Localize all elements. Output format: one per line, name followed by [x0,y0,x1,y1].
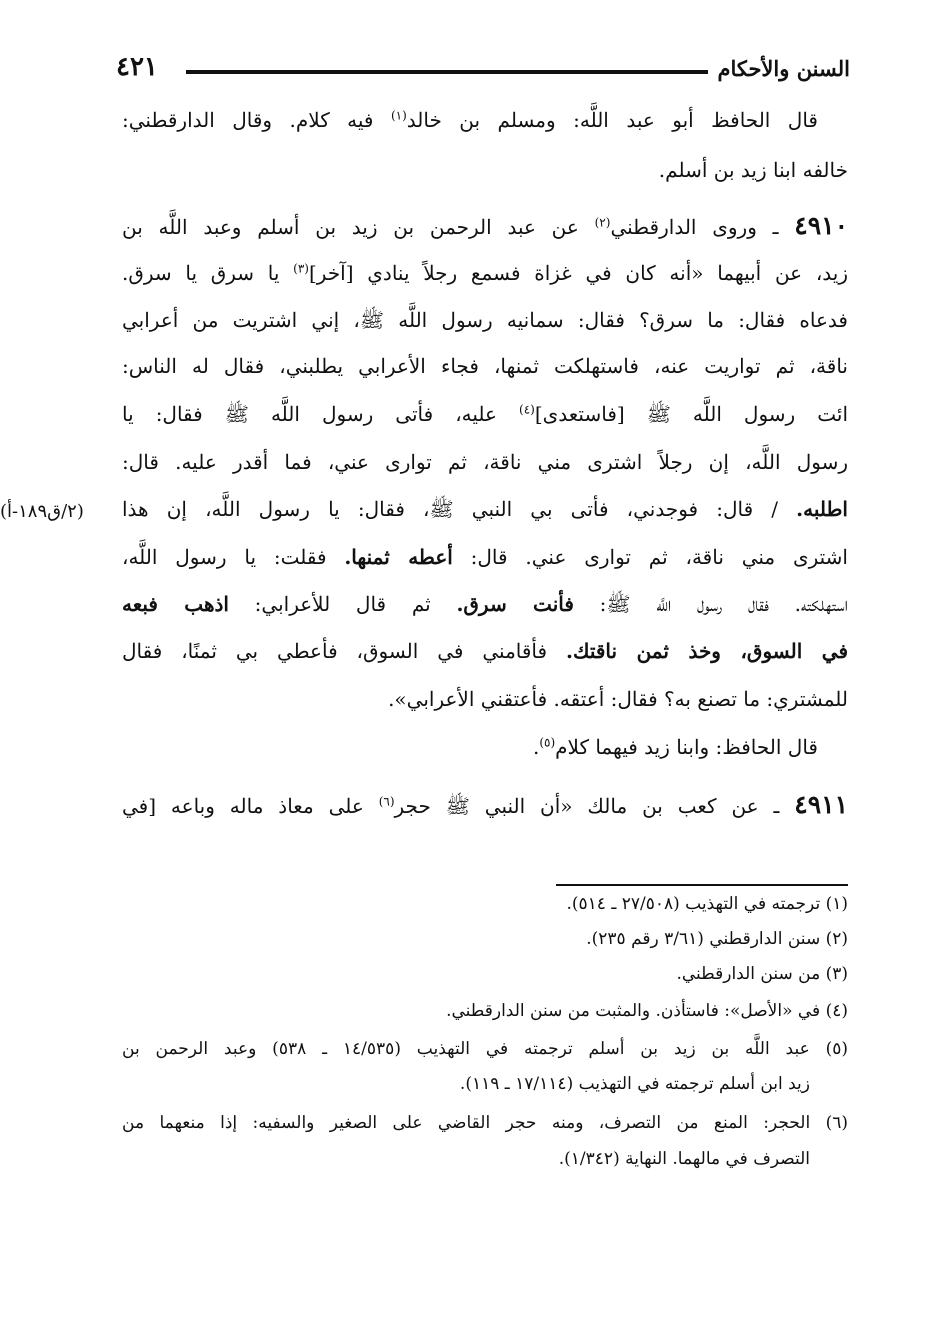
footnote-ref-5[interactable]: (٥) [539,735,556,750]
footnote-6-continuation: التصرف في مالهما. النهاية (١/٣٤٢). [558,1149,810,1169]
entry-number: ٤٩١١ [794,790,848,819]
text-line-13: للمشتري: ما تصنع به؟ فقال: أعتقه. فأعتقني الأعرابي». [388,687,848,711]
footnote-ref-2[interactable]: (٢) [594,215,611,230]
footnote-ref-4[interactable]: (٤) [519,402,535,417]
header-rule [186,70,708,74]
text-line-14: قال الحافظ: وابنا زيد فيهما كلام$^{(٥)}$. [532,735,818,759]
footnote-3: (٣) من سنن الدارقطني. [676,964,848,984]
footnote-1: (١) ترجمته في التهذيب (٢٧/٥٠٨ ـ ٥١٤). [566,894,848,914]
footnote-2: (٢) سنن الدارقطني (٣/٦١ رقم ٢٣٥). [586,929,848,949]
entry-number: ٤٩١٠ [794,211,848,240]
footnote-ref-3[interactable]: (٣) [293,261,309,276]
entry-4911-first-line: ٤٩١١ ـ عن كعب بن مالك «أن النبي ﷺ حجر$^{(٦)}$ على معاذ ماله وباعه [في [122,790,848,819]
running-title: السنن والأحكام [717,56,850,81]
footnote-ref-1[interactable]: (١) [390,108,407,123]
text-line-8: رسول اللَّه، إن رجلاً اشترى مني ناقة، ثم توارى عني، فما أقدر عليه. قال: [122,450,848,474]
manuscript-folio-marker: (٢/ق١٨٩-أ) [0,501,84,522]
text-line-7: ائت رسول اللَّه ﷺ [فاستعدى]$^{(٤)}$ عليه، فأتى رسول اللَّه ﷺ فقال: يا [122,402,848,426]
text-line-10: اشترى مني ناقة، ثم توارى عني. قال: أعطه ثمنها. فقلت: يا رسول اللَّه، [122,545,848,569]
text-line-4: زيد، عن أبيهما «أنه كان في غزاة فسمع رجلاً ينادي [آخر]$^{(٣)}$ يا سرق يا سرق. [122,261,849,285]
text-line-11: استهلكته. فقال رسول اللَّه ﷺ: فأنت سرق. ثم قال للأعرابي: اذهب فبعه [122,592,848,616]
page-header [116,50,850,90]
entry-4910-first-line: ٤٩١٠ ـ وروى الدارقطني$^{(٢)}$ عن عبد الرحمن بن زيد بن أسلم وعبد اللَّه بن [122,211,848,240]
text-line-2: خالفه ابنا زيد بن أسلم. [658,158,848,182]
footnote-5: (٥) عبد اللَّه بن زيد بن أسلم ترجمته في التهذيب (١٤/٥٣٥ ـ ٥٣٨) وعبد الرحمن بن [122,1039,849,1059]
footnote-4: (٤) في «الأصل»: فاستأذن. والمثبت من سنن الدارقطني. [446,1001,848,1021]
text-line-5: فدعاه فقال: ما سرق؟ فقال: سمانيه رسول اللَّه ﷺ، إني اشتريت من أعرابي [122,308,848,332]
footnotes-divider [556,884,848,886]
footnote-5-continuation: زيد ابن أسلم ترجمته في التهذيب (١٧/١١٤ ـ ١١٩). [459,1074,810,1094]
text-line-12: في السوق، وخذ ثمن ناقتك. فأقامني في السوق، فأعطي بي ثمنًا، فقال [122,639,849,663]
footnote-ref-6[interactable]: (٦) [378,794,395,809]
page-number: ٤٢١ [116,52,158,82]
text-line-1: قال الحافظ أبو عبد اللَّه: ومسلم بن خالد$^{(١)}$ فيه كلام. وقال الدارقطني: [122,108,818,132]
text-line-6: ناقة، ثم تواريت عنه، فاستهلكت ثمنها، فجاء الأعرابي يطلبني، فقال له الناس: [122,354,848,378]
footnote-6: (٦) الحجر: المنع من التصرف، ومنه حجر القاضي على الصغير والسفيه: إذا منعهما من [122,1113,848,1133]
text-line-9: اطلبه. / قال: فوجدني، فأتى بي النبي ﷺ، فقال: يا رسول اللَّه، إن هذا [122,497,848,521]
